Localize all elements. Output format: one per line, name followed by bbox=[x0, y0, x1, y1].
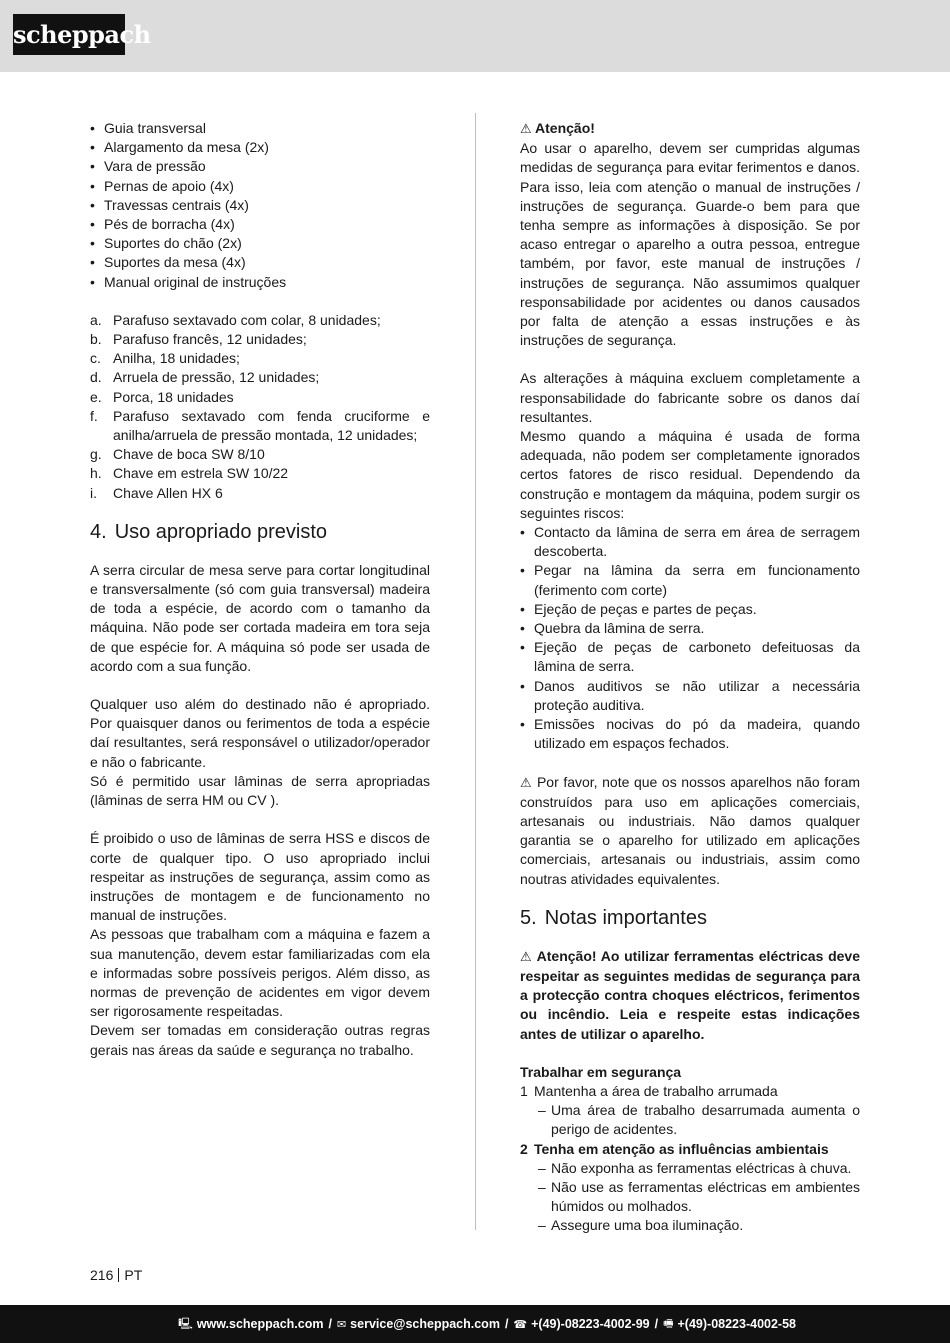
phone-icon: ☎ bbox=[513, 1317, 528, 1331]
list-item: • Contacto da lâmina de serra em área de serragem descoberta. bbox=[520, 523, 860, 561]
list-item: d. Arruela de pressão, 12 unidades; bbox=[90, 369, 320, 386]
list-item: – Não exponha as ferramentas eléctricas à chuva. bbox=[538, 1159, 860, 1178]
website-link[interactable]: www.scheppach.com bbox=[196, 1317, 324, 1331]
list-item: • Pegar na lâmina da serra em funcionamento (ferimento com corte) bbox=[520, 561, 860, 599]
section-5-heading: 5. Notas importantes bbox=[520, 906, 707, 929]
column-divider bbox=[475, 113, 476, 1230]
page-number: 216 PT bbox=[90, 1267, 143, 1283]
safety-sublist bbox=[538, 1159, 860, 1236]
list-item: • Manual original de instruções bbox=[90, 273, 430, 292]
list-item: – Não use as ferramentas eléctricas em ambientes húmidos ou molhados. bbox=[538, 1178, 860, 1216]
list-item: • Ejeção de peças de carboneto defeituosas da lâmina de serra. bbox=[520, 638, 860, 676]
list-item: i. Chave Allen HX 6 bbox=[90, 484, 223, 501]
list-item: • Ejeção de peças e partes de peças. bbox=[520, 600, 860, 619]
contact-bar: 🖳 www.scheppach.com / ✉ service@scheppach.com / ☎ +(49)-08223-4002-99 / 🖷 +(49)-08223-4002-58 bbox=[0, 1305, 950, 1343]
list-item: • Alargamento da mesa (2x) bbox=[90, 138, 430, 157]
warning-icon: ⚠ bbox=[520, 775, 533, 791]
list-item: • Vara de pressão bbox=[90, 157, 430, 176]
list-item: • Suportes da mesa (4x) bbox=[90, 253, 430, 272]
residual-risk-paragraph: Mesmo quando a máquina é usada de forma adequada, não podem ser completamente ignorados certos fatores de risco residual. Dependendo da construção e montagem da máquina, podem surgir os seguintes riscos: bbox=[520, 428, 860, 521]
list-item: 1 Mantenha a área de trabalho arrumada bbox=[520, 1082, 778, 1099]
section-4-paragraph: É proibido o uso de lâminas de serra HSS e discos de corte de qualquer tipo. O uso apropriado inclui respeitar as instruções de segurança, assim como as instruções de montagem e de funcionamento no manual de instruções. bbox=[90, 830, 430, 924]
left-column bbox=[90, 119, 430, 1060]
section-4-paragraph: Qualquer uso além do destinado não é apropriado. Por quaisquer danos ou ferimentos de toda a espécie daí resultantes, será responsável o utilizador/operador e não o fabricante. bbox=[90, 696, 430, 770]
warning-icon: ⚠ bbox=[520, 122, 532, 137]
scheppach-logo: scheppach bbox=[13, 14, 125, 55]
phone-number: +(49)-08223-4002-99 bbox=[531, 1317, 650, 1331]
parts-list bbox=[90, 311, 430, 503]
section-4-paragraph: A serra circular de mesa serve para cortar longitudinal e transversalmente (só com guia transversal) madeira de toda a espécie, de acordo com o tamanho da máquina. Não pode ser cortada madeira em tora seja de que espécie for. A máquina só pode ser usada de acordo com a sua função. bbox=[90, 561, 430, 674]
attention-heading: ⚠ Atenção! bbox=[520, 120, 595, 137]
list-item: • Travessas centrais (4x) bbox=[90, 196, 430, 215]
list-item: • Quebra da lâmina de serra. bbox=[520, 619, 860, 638]
section-4-paragraph: As pessoas que trabalham com a máquina e fazem a sua manutenção, devem estar familiarizadas com ela e informadas sobre possíveis perigos. Além disso, as normas de prevenção de acidentes em vigor devem ser rigorosamente respeitadas. bbox=[90, 926, 430, 1020]
list-item: • Danos auditivos se não utilizar a necessária proteção auditiva. bbox=[520, 677, 860, 715]
list-item: f. Parafuso sextavado com fenda cruciforme e anilha/arruela de pressão montada, 12 unidades; bbox=[90, 407, 430, 444]
list-item: • Suportes do chão (2x) bbox=[90, 234, 430, 253]
safety-list bbox=[520, 1082, 860, 1101]
safety-list bbox=[520, 1140, 860, 1159]
list-item: a. Parafuso sextavado com colar, 8 unidades; bbox=[90, 311, 381, 328]
commercial-use-note: ⚠ Por favor, note que os nossos aparelhos não foram construídos para uso em aplicações comerciais, artesanais ou industriais. Não damos qualquer garantia se o aparelho for utilizado em aplicações comerciais, artesanais ou industriais, assim como noutras atividades equivalentes. bbox=[520, 773, 861, 887]
fax-number: +(49)-08223-4002-58 bbox=[677, 1317, 796, 1331]
list-item: – Assegure uma boa iluminação. bbox=[538, 1216, 860, 1235]
attention-paragraph: Ao usar o aparelho, devem ser cumpridas algumas medidas de segurança para evitar ferimentos e danos. Para isso, leia com atenção o manual de instruções / instruções de segurança. Guarde-o bem para que tenha sempre as informações à disposição. Se por acaso entregar o aparelho a outra pessoa, entregue também, por favor, este manual de instruções / instruções de segurança. Não assumimos qualquer responsabilidade por acidentes ou danos causados por falta de atenção a essas instruções e às instruções de segurança. bbox=[520, 140, 860, 349]
list-item: g. Chave de boca SW 8/10 bbox=[90, 446, 265, 463]
right-column bbox=[520, 119, 860, 1236]
list-item: • Emissões nocivas do pó da madeira, quando utilizado em espaços fechados. bbox=[520, 715, 860, 753]
section-4-paragraph: Só é permitido usar lâminas de serra apropriadas (lâminas de serra HM ou CV ). bbox=[90, 772, 430, 809]
safety-sublist bbox=[538, 1101, 860, 1139]
list-item: – Uma área de trabalho desarrumada aumenta o perigo de acidentes. bbox=[538, 1101, 860, 1139]
section-4-heading: 4. Uso apropriado previsto bbox=[90, 520, 328, 543]
list-item: • Pernas de apoio (4x) bbox=[90, 177, 430, 196]
safe-work-heading: Trabalhar em segurança bbox=[520, 1063, 682, 1080]
computer-icon: 🖳 bbox=[178, 1316, 193, 1330]
scope-of-delivery-list bbox=[90, 119, 430, 292]
electrical-warning: ⚠ Atenção! Ao utilizar ferramentas eléctricas deve respeitar as seguintes medidas de segurança para a protecção contra choques eléctricos, ferimentos ou incêndio. Leia e respeite estas indicações antes de utilizar o aparelho. bbox=[520, 947, 860, 1042]
email-icon: ✉ bbox=[336, 1317, 347, 1331]
warning-icon: ⚠ bbox=[520, 949, 533, 965]
fax-icon: 🖷 bbox=[663, 1316, 674, 1330]
residual-risk-list bbox=[520, 523, 860, 753]
list-item: • Guia transversal bbox=[90, 119, 430, 138]
list-item: e. Porca, 18 unidades bbox=[90, 388, 234, 405]
list-item: 2 Tenha em atenção as influências ambientais bbox=[520, 1140, 829, 1157]
list-item: • Pés de borracha (4x) bbox=[90, 215, 430, 234]
page-header bbox=[0, 0, 950, 72]
email-link[interactable]: service@scheppach.com bbox=[350, 1317, 500, 1331]
changes-paragraph: As alterações à máquina excluem completamente a responsabilidade do fabricante sobre os danos daí resultantes. bbox=[520, 370, 860, 425]
list-item: h. Chave em estrela SW 10/22 bbox=[90, 465, 289, 482]
list-item: c. Anilha, 18 unidades; bbox=[90, 350, 240, 367]
section-4-paragraph: Devem ser tomadas em consideração outras regras gerais nas áreas da saúde e segurança no trabalho. bbox=[90, 1022, 430, 1058]
list-item: b. Parafuso francês, 12 unidades; bbox=[90, 331, 307, 348]
